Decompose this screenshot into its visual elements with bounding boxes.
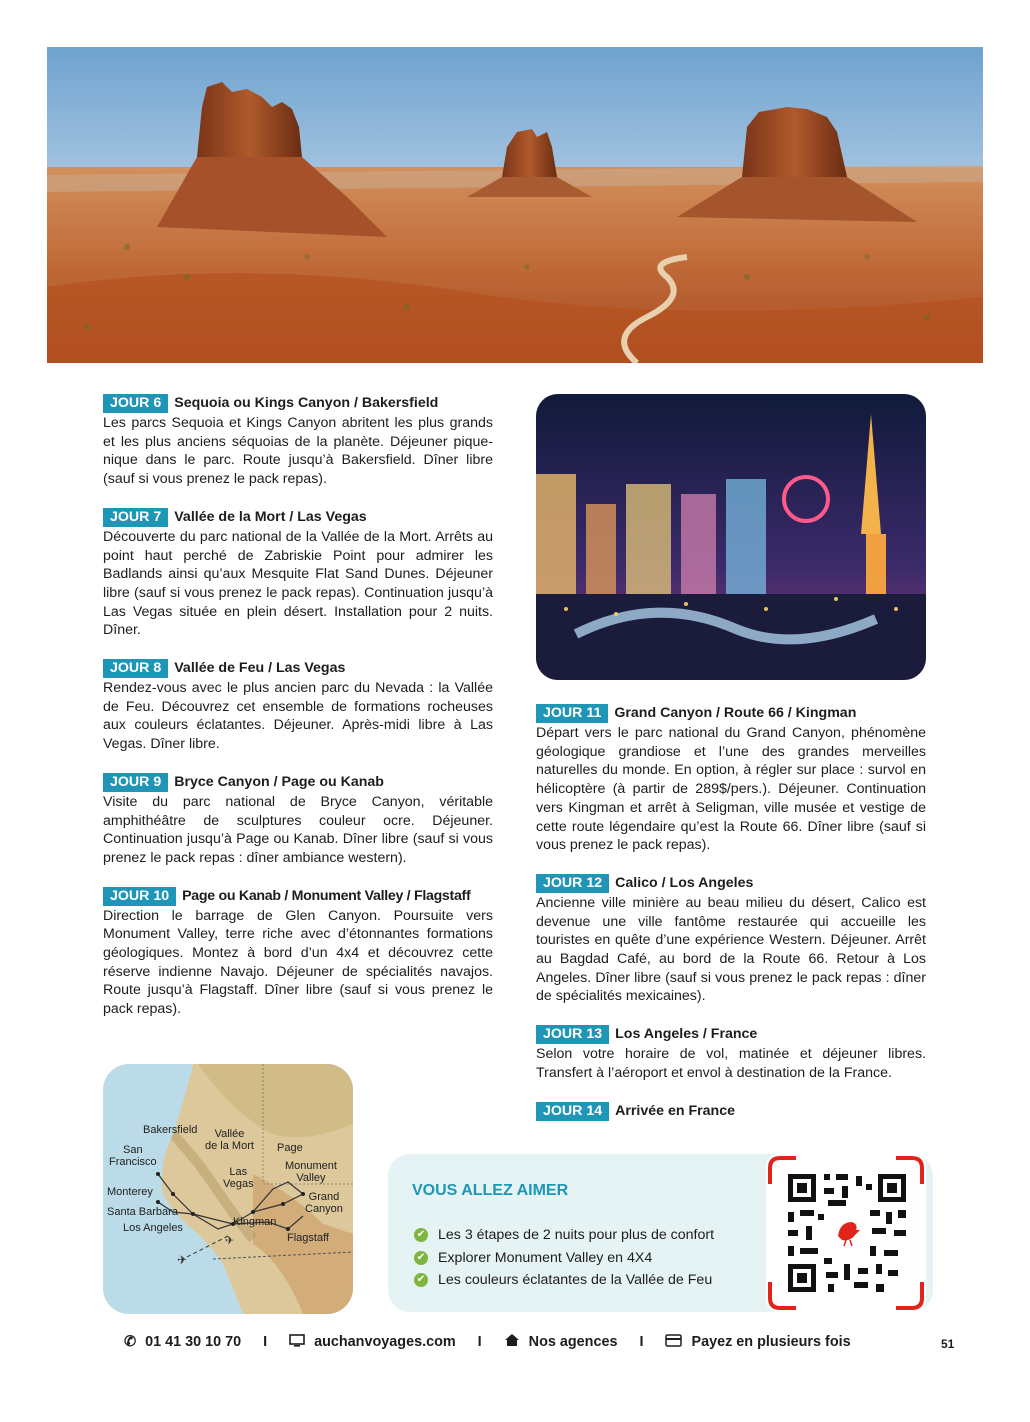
day-tag: JOUR 8 [103, 659, 168, 678]
monitor-icon [289, 1334, 305, 1351]
highlights-list [414, 1224, 714, 1292]
day-heading [536, 1025, 926, 1044]
map-label-los-angeles: Los Angeles [123, 1222, 183, 1234]
day-route: Sequoia ou Kings Canyon / Bakersfield [174, 395, 439, 412]
itinerary-day [536, 1102, 926, 1121]
day-tag: JOUR 6 [103, 394, 168, 413]
footer-separator: I [263, 1334, 268, 1350]
footer-contact-bar [124, 1333, 851, 1351]
day-route: Bryce Canyon / Page ou Kanab [174, 773, 384, 790]
phone-icon: ✆ [124, 1334, 137, 1350]
day-tag: JOUR 11 [536, 704, 608, 723]
day-heading [103, 659, 493, 678]
day-description: Rendez-vous avec le plus ancien parc du Nevada : la Vallée de Feu. Découvrez cet ensemble de formations rocheuses aux couleurs éclatantes. Déjeuner. Après-midi libre à Las Vegas. Dîner libre. [103, 680, 493, 753]
day-description: Visite du parc national de Bryce Canyon, véritable amphithéâtre de sculptures couleur ocre. Déjeuner. Continuation jusqu’à Page ou Kanab. Dîner libre (sauf si vous prenez le pack repas : dîner ambiance western). [103, 793, 493, 866]
home-icon [504, 1333, 520, 1351]
map-label-grand-canyon: Grand Canyon [305, 1191, 343, 1215]
day-description: Direction le barrage de Glen Canyon. Poursuite vers Monument Valley, terre riche avec d’étonnantes formations géologiques. Montez à bord d’un 4x4 et découvrez cette réserve indienne Navajo. Déjeuner de spécialités navajos. Route jusqu’à Flagstaff. Dîner libre (sauf si vous prenez le pack repas). [103, 907, 493, 1018]
day-route: Vallée de la Mort / Las Vegas [174, 508, 367, 525]
map-label-kingman: Kingman [233, 1216, 277, 1228]
highlight-text: Explorer Monument Valley en 4X4 [438, 1249, 653, 1266]
day-heading [536, 1102, 926, 1121]
svg-text:✈: ✈ [225, 1234, 235, 1247]
footer-phone[interactable]: 01 41 30 10 70 [145, 1334, 242, 1350]
las-vegas-photo [536, 394, 926, 680]
day-heading [103, 773, 493, 792]
day-route: Page ou Kanab / Monument Valley / Flagstaff [182, 887, 471, 904]
highlight-item [414, 1224, 714, 1247]
day-route: Arrivée en France [615, 1102, 736, 1119]
day-tag: JOUR 9 [103, 773, 168, 792]
itinerary-day [536, 1025, 926, 1082]
day-heading [103, 508, 493, 527]
day-description: Ancienne ville minière au beau milieu du désert, Calico est devenue une ville fantôme restaurée qui accueille les touristes en quête d’une expérience Western. Déjeuner. Arrêt au Bagdad Café, au bord de la Route 66. Retour à Los Angeles. Dîner libre (sauf si vous prenez le pack repas : dîner de spécialités mexicaines). [536, 894, 926, 1005]
day-tag: JOUR 14 [536, 1102, 609, 1121]
route-map [103, 1064, 353, 1314]
day-tag: JOUR 10 [103, 887, 176, 906]
map-label-bakersfield: Bakersfield [143, 1124, 198, 1136]
check-icon: ✔ [414, 1251, 428, 1265]
map-label-las-vegas: Las Vegas [223, 1166, 254, 1190]
itinerary-day [536, 704, 926, 855]
day-description: Les parcs Sequoia et Kings Canyon abritent les plus grands et les plus anciens séquoias de la planète. Déjeuner pique-nique dans le parc. Route jusqu’à Bakersfield. Dîner libre (sauf si vous prenez le pack repas). [103, 415, 493, 488]
itinerary-day [103, 508, 493, 640]
day-route: Grand Canyon / Route 66 / Kingman [614, 705, 857, 722]
day-description: Départ vers le parc national du Grand Canyon, phénomène géologique grandiose et l’une des grandes merveilles naturelles du monde. En option, à régler sur place : survol en hélicoptère (à partir de 289$/pers.). Déjeuner. Continuation vers Kingman et arrêt à Seligman, ville musée et vestige de cette route légendaire qu’est la Route 66. Dîner libre (sauf si vous prenez le pack repas). [536, 725, 926, 854]
itinerary-day [103, 773, 493, 868]
itinerary-day [536, 874, 926, 1006]
credit-card-icon [665, 1334, 682, 1351]
highlights-title: VOUS ALLEZ AIMER [412, 1182, 569, 1199]
itinerary-day [103, 659, 493, 754]
map-label-santa-barbara: Santa Barbara [107, 1206, 178, 1218]
highlight-text: Les couleurs éclatantes de la Vallée de Feu [438, 1272, 713, 1289]
page-number: 51 [941, 1337, 955, 1351]
itinerary-day [103, 887, 493, 1019]
itinerary-day [103, 394, 493, 489]
map-label-flagstaff: Flagstaff [287, 1232, 329, 1244]
day-tag: JOUR 12 [536, 874, 609, 893]
qr-code[interactable] [766, 1154, 926, 1312]
footer-separator: I [639, 1334, 644, 1350]
day-tag: JOUR 13 [536, 1025, 609, 1044]
map-label-page: Page [277, 1142, 303, 1154]
itinerary-left-column [103, 394, 493, 1038]
day-heading [103, 394, 493, 413]
day-route: Los Angeles / France [615, 1026, 758, 1043]
highlight-item [414, 1247, 714, 1270]
highlight-text: Les 3 étapes de 2 nuits pour plus de confort [438, 1227, 715, 1244]
day-heading [536, 704, 926, 723]
day-heading [103, 887, 493, 906]
day-route: Vallée de Feu / Las Vegas [174, 660, 346, 677]
map-label-vallee-de-la-mort: Vallée de la Mort [205, 1128, 254, 1152]
svg-text:✈: ✈ [177, 1253, 188, 1267]
footer-agencies[interactable]: Nos agences [528, 1334, 618, 1350]
highlight-item [414, 1269, 714, 1292]
map-label-monument-valley: Monument Valley [285, 1160, 337, 1184]
itinerary-right-column [536, 704, 926, 1140]
day-heading [536, 874, 926, 893]
day-description: Selon votre horaire de vol, matinée et déjeuner libres. Transfert à l’aéroport et envol à destination de la France. [536, 1046, 926, 1081]
map-label-monterey: Monterey [107, 1186, 153, 1198]
day-route: Calico / Los Angeles [615, 875, 754, 892]
day-tag: JOUR 7 [103, 508, 168, 527]
day-description: Découverte du parc national de la Vallée de la Mort. Arrêts au point haut perché de Zabriskie Point pour admirer les Badlands ainsi qu’aux Mesquite Flat Sand Dunes. Déjeuner libre (sauf si vous prenez le pack repas). Continuation jusqu’à Las Vegas située en plein désert. Installation pour 2 nuits. Dîner. [103, 528, 493, 639]
footer-website[interactable]: auchanvoyages.com [314, 1334, 456, 1350]
check-icon: ✔ [414, 1273, 428, 1287]
auchan-bird-logo [832, 1216, 862, 1246]
footer-payment[interactable]: Payez en plusieurs fois [691, 1334, 851, 1350]
hero-photo-monument-valley [47, 47, 983, 363]
check-icon: ✔ [414, 1228, 428, 1242]
map-label-san-francisco: San Francisco [109, 1144, 157, 1168]
footer-separator: I [477, 1334, 482, 1350]
